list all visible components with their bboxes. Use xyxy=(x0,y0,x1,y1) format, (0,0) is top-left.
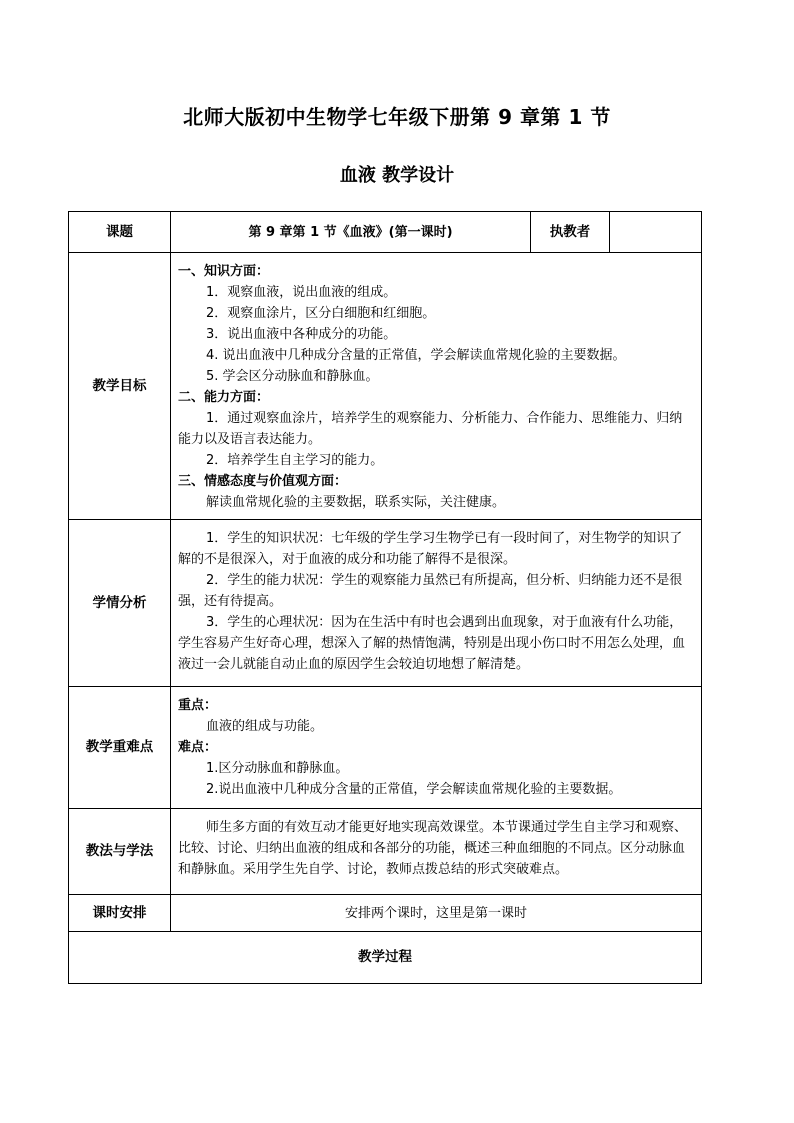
key-heading: 重点： xyxy=(178,698,218,713)
knowledge-item: 1．观察血液，说出血液的组成。 xyxy=(206,285,397,300)
key-points-label: 教学重难点 xyxy=(69,687,171,809)
analysis-paragraph: 3．学生的心理状况：因为在生活中有时也会遇到出血现象，对于血液有什么功能，学生容易产生好奇心理，想深入了解的热情饱满，特别是出现小伤口时不用怎么处理，血液过一会儿就能自动止血的原因学生会较迫切地想了解清楚。 xyxy=(178,615,686,672)
knowledge-item: 3．说出血液中各种成分的功能。 xyxy=(206,327,397,342)
teacher-value xyxy=(610,212,702,253)
methods-label: 教法与学法 xyxy=(69,809,171,895)
process-label: 教学过程 xyxy=(69,932,702,984)
schedule-text: 安排两个课时，这里是第一课时 xyxy=(171,895,702,932)
document-title: 北师大版初中生物学七年级下册第 9 章第 1 节 xyxy=(183,105,611,129)
key-points-content xyxy=(171,687,702,809)
ability-heading: 二、能力方面： xyxy=(178,390,270,405)
attitude-text: 解读血常规化验的主要数据，联系实际，关注健康。 xyxy=(206,495,506,510)
attitude-heading: 三、情感态度与价值观方面： xyxy=(178,474,348,489)
topic-label: 课题 xyxy=(69,212,171,253)
topic-value: 第 9 章第 1 节《血液》(第一课时) xyxy=(171,212,531,253)
knowledge-item: 4. 说出血液中几种成分含量的正常值，学会解读血常规化验的主要数据。 xyxy=(206,348,626,363)
ability-item: 1．通过观察血涂片，培养学生的观察能力、分析能力、合作能力、思维能力、归纳能力以及语言表达能力。 xyxy=(178,411,683,447)
key-points-row xyxy=(69,687,702,809)
knowledge-item: 2．观察血涂片，区分白细胞和红细胞。 xyxy=(206,306,436,321)
knowledge-item: 5. 学会区分动脉血和静脉血。 xyxy=(206,369,379,384)
schedule-label: 课时安排 xyxy=(69,895,171,932)
objectives-row xyxy=(69,253,702,520)
analysis-label: 学情分析 xyxy=(69,520,171,687)
methods-row xyxy=(69,809,702,895)
analysis-paragraph: 2．学生的能力状况：学生的观察能力虽然已有所提高，但分析、归纳能力还不是很强，还有待提高。 xyxy=(178,573,683,609)
ability-item: 2．培养学生自主学习的能力。 xyxy=(206,453,384,468)
objectives-label: 教学目标 xyxy=(69,253,171,520)
difficult-heading: 难点： xyxy=(178,740,218,755)
schedule-row xyxy=(69,895,702,932)
analysis-row xyxy=(69,520,702,687)
methods-text: 师生多方面的有效互动才能更好地实现高效课堂。本节课通过学生自主学习和观察、比较、讨论、归纳出血液的组成和各部分的功能，概述三种血细胞的不同点。区分动脉血和静脉血。采用学生先自学、讨论，教师点拨总结的形式突破难点。 xyxy=(178,820,688,877)
difficult-item: 2.说出血液中几种成分含量的正常值，学会解读血常规化验的主要数据。 xyxy=(206,782,622,797)
teacher-label: 执教者 xyxy=(531,212,610,253)
key-text: 血液的组成与功能。 xyxy=(206,719,324,734)
knowledge-heading: 一、知识方面： xyxy=(178,264,270,279)
lesson-plan-table xyxy=(68,211,702,984)
analysis-paragraph: 1．学生的知识状况：七年级的学生学习生物学已有一段时间了，对生物学的知识了解的不是很深入，对于血液的成分和功能了解得不是很深。 xyxy=(178,531,683,567)
difficult-item: 1.区分动脉血和静脉血。 xyxy=(206,761,349,776)
methods-content xyxy=(171,809,702,895)
analysis-content xyxy=(171,520,702,687)
objectives-content xyxy=(171,253,702,520)
document-subtitle: 血液 教学设计 xyxy=(339,165,455,186)
topic-row xyxy=(69,212,702,253)
process-row xyxy=(69,932,702,984)
